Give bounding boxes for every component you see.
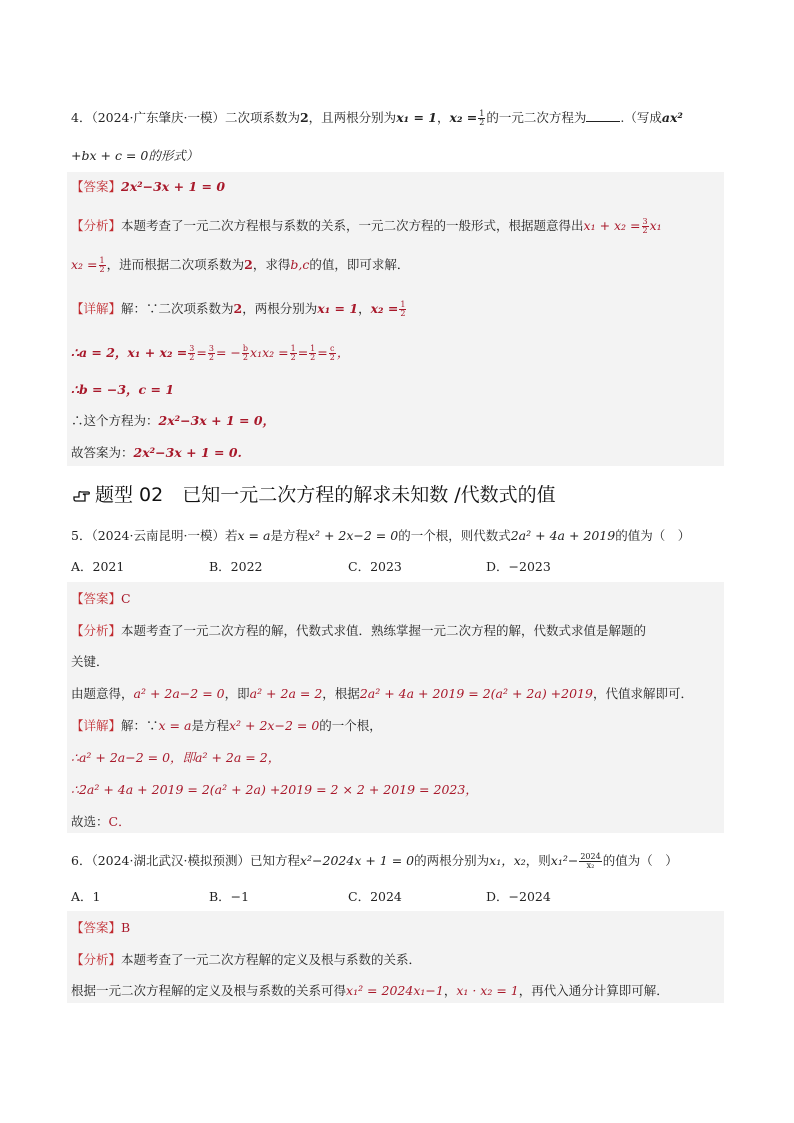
q5-detail: 【详解】解：∵x = a是方程x² + 2x−2 = 0的一个根， xyxy=(71,718,382,733)
q6-option-d[interactable]: D．−2024 xyxy=(486,889,551,904)
q4-detail-line3: ∴b = −3，c = 1 xyxy=(71,382,175,397)
q5-detail-line2: ∴a² + 2a−2 = 0，即a² + 2a = 2， xyxy=(71,750,281,765)
q4-analysis-line2: x₂ = $\frac{1}{2}$ ，进而根据二次项系数为2，求得b,c的值，即可求解． xyxy=(71,256,410,274)
q5-analysis-line3: 由题意得，a² + 2a−2 = 0，即a² + 2a = 2，根据2a² + 4a + 2019 = 2(a² + 2a) +2019，代值求解即可． xyxy=(71,686,693,701)
q5-answer: 【答案】C xyxy=(71,591,131,606)
q5-analysis-line2: 关键． xyxy=(71,654,109,669)
q4-stem-line2: +bx + c = 0的形式） xyxy=(71,148,199,163)
q5-detail-line3: ∴2a² + 4a + 2019 = 2(a² + 2a) +2019 = 2 × 2 + 2019 = 2023， xyxy=(71,782,478,797)
q5-stem: 5．（2024·云南昆明·一模）若x = a是方程x² + 2x−2 = 0的一个根，则代数式2a² + 4a + 2019的值为（ ） xyxy=(71,528,691,543)
q5-analysis: 【分析】本题考查了一元二次方程的解，代数式求值．熟练掌握一元二次方程的解，代数式求值是解题的 xyxy=(71,623,647,638)
q5-option-a[interactable]: A．2021 xyxy=(71,559,125,574)
q4-stem: 4．（2024·广东肇庆·一模）二次项系数为2，且两根分别为x₁ = 1，x₂ = $\frac{1}{2}$ 的一元二次方程为 .（写成ax² xyxy=(71,109,683,127)
q5-option-d[interactable]: D．−2023 xyxy=(486,559,551,574)
section-heading: 题型 02 已知一元二次方程的解求未知数 /代数式的值 xyxy=(73,480,556,507)
q6-option-b[interactable]: B．−1 xyxy=(209,889,250,904)
q5-option-b[interactable]: B．2022 xyxy=(209,559,263,574)
q6-option-a[interactable]: A．1 xyxy=(71,889,101,904)
q4-analysis: 【分析】本题考查了一元二次方程根与系数的关系，一元二次方程的一般形式，根据题意得出x₁ + x₂ = $\frac{3}{2}$ x₁ xyxy=(71,217,662,235)
answer-blank xyxy=(586,111,620,122)
q6-stem: 6．（2024·湖北武汉·模拟预测）已知方程x²−2024x + 1 = 0的两根分别为x₁，x₂，则x₁²− $\frac{2024}{\text{x₂}}$ 的值为（ ） xyxy=(71,852,678,870)
q5-option-c[interactable]: C．2023 xyxy=(348,559,402,574)
q6-analysis: 【分析】本题考查了一元二次方程解的定义及根与系数的关系． xyxy=(71,952,422,967)
q4-detail-line4: ∴这个方程为：2x²−3x + 1 = 0， xyxy=(71,413,276,428)
q4-answer: 【答案】2x²−3x + 1 = 0 xyxy=(71,179,226,194)
q5-detail-line4: 故选：C． xyxy=(71,814,131,829)
q6-analysis-line2: 根据一元二次方程解的定义及根与系数的关系可得x₁² = 2024x₁−1，x₁ · x₂ = 1，再代入通分计算即可解． xyxy=(71,983,669,998)
q4-detail-line5: 故答案为：2x²−3x + 1 = 0. xyxy=(71,445,242,460)
q6-answer: 【答案】B xyxy=(71,920,131,935)
q4-detail: 【详解】解：∵二次项系数为2，两根分别为x₁ = 1，x₂ = $\frac{1}{2}$ xyxy=(71,300,406,318)
fraction-2024-over-x2: $\frac{2024}{\text{x₂}}$ xyxy=(580,852,601,870)
fraction-half: $\frac{1}{2}$ xyxy=(479,109,485,127)
pointing-hand-icon xyxy=(73,489,91,503)
q6-option-c[interactable]: C．2024 xyxy=(348,889,402,904)
q4-detail-line2: ∴a = 2，x₁ + x₂ = $\frac{3}{2}$ = $\frac{3}{2}$ = − $\frac{b}{2}$ x₁x₂ = $\frac{1}{2}$ = $\frac{1}{2}$ = $\frac{c}{2}$ ， xyxy=(71,344,350,362)
